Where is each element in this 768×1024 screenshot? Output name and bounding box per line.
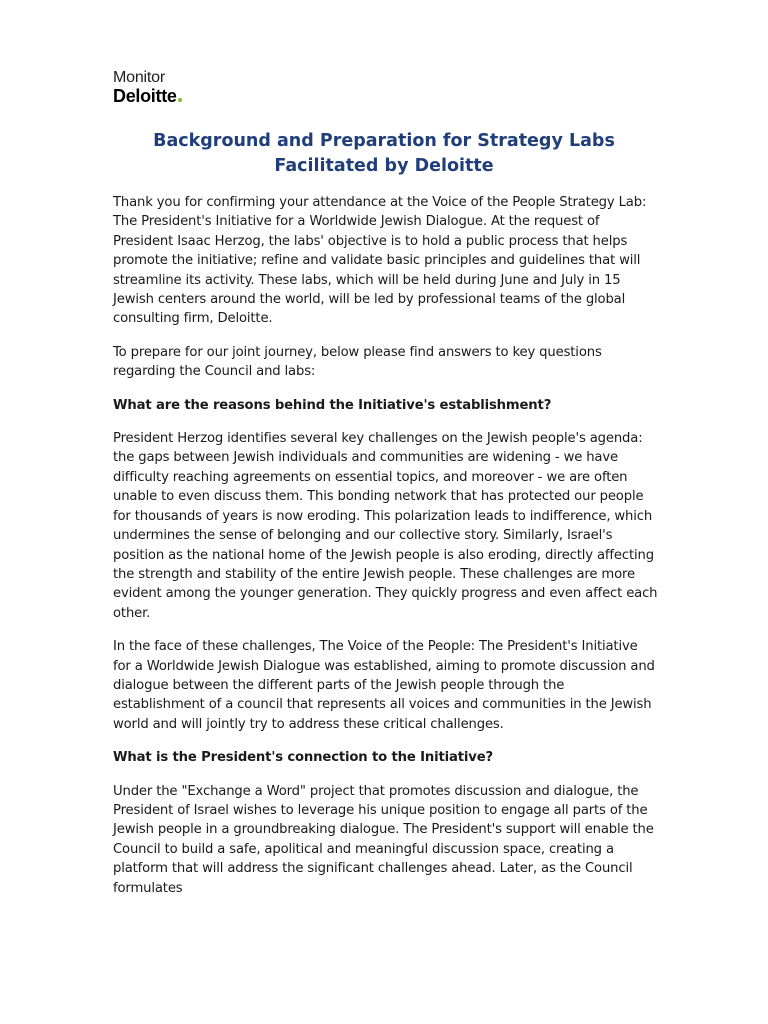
answer-paragraph-initiative: In the face of these challenges, The Voice of the People: The President's Initiative for a Worldwide Jewish Dialogue was established, aiming to promote discussion and dialogue between the different parts of the Jewish people through the establishment of a council that represents all voices and communities in the Jewish world and will jointly try to address these critical challenges. [113, 639, 655, 732]
prepare-paragraph: To prepare for our joint journey, below please find answers to key questions regarding the Council and labs: [113, 344, 602, 380]
question-heading-reasons: What are the reasons behind the Initiative's establishment? [113, 397, 552, 413]
answer-paragraph-challenges: President Herzog identifies several key challenges on the Jewish people's agenda: the gaps between Jewish individuals and communities are widening - we have difficulty reaching agreements on essential topics, and moreover - we are often unable to even discuss them. This bonding network that has protected our people for thousands of years is now eroding. This polarization leads to indifference, which undermines the sense of belonging and our collective story. Similarly, Israel's position as the national home of the Jewish people is also eroding, directly affecting the strength and stability of the entire Jewish people. These challenges are more evident among the younger generation. They quickly progress and even affect each other. [113, 431, 658, 621]
document-title: Background and Preparation for Strategy Labs Facilitated by Deloitte [153, 131, 615, 176]
answer-paragraph-exchange: Under the "Exchange a Word" project that promotes discussion and dialogue, the President of Israel wishes to leverage his unique position to engage all parts of the Jewish people in a groundbreaking dialogue. The President's support will enable the Council to build a safe, apolitical and meaningful discussion space, creating a platform that will address the significant challenges ahead. Later, as the Council formulates [113, 783, 654, 896]
document-body [113, 193, 658, 912]
logo-monitor-text: Monitor [113, 69, 165, 86]
question-heading-president: What is the President's connection to the Initiative? [113, 750, 494, 766]
logo-deloitte-text: Deloitte [113, 86, 177, 106]
logo-green-dot-icon [178, 98, 182, 102]
intro-paragraph: Thank you for confirming your attendance at the Voice of the People Strategy Lab: The President's Initiative for a Worldwide Jewish Dialogue. At the request of President Isaac Herzog, the labs' objective is to hold a public process that helps promote the initiative; refine and validate basic principles and guidelines that will streamline its activity. These labs, which will be held during June and July in 15 Jewish centers around the world, will be led by professional teams of the global consulting firm, Deloitte. [113, 195, 647, 327]
monitor-deloitte-logo [113, 70, 182, 105]
